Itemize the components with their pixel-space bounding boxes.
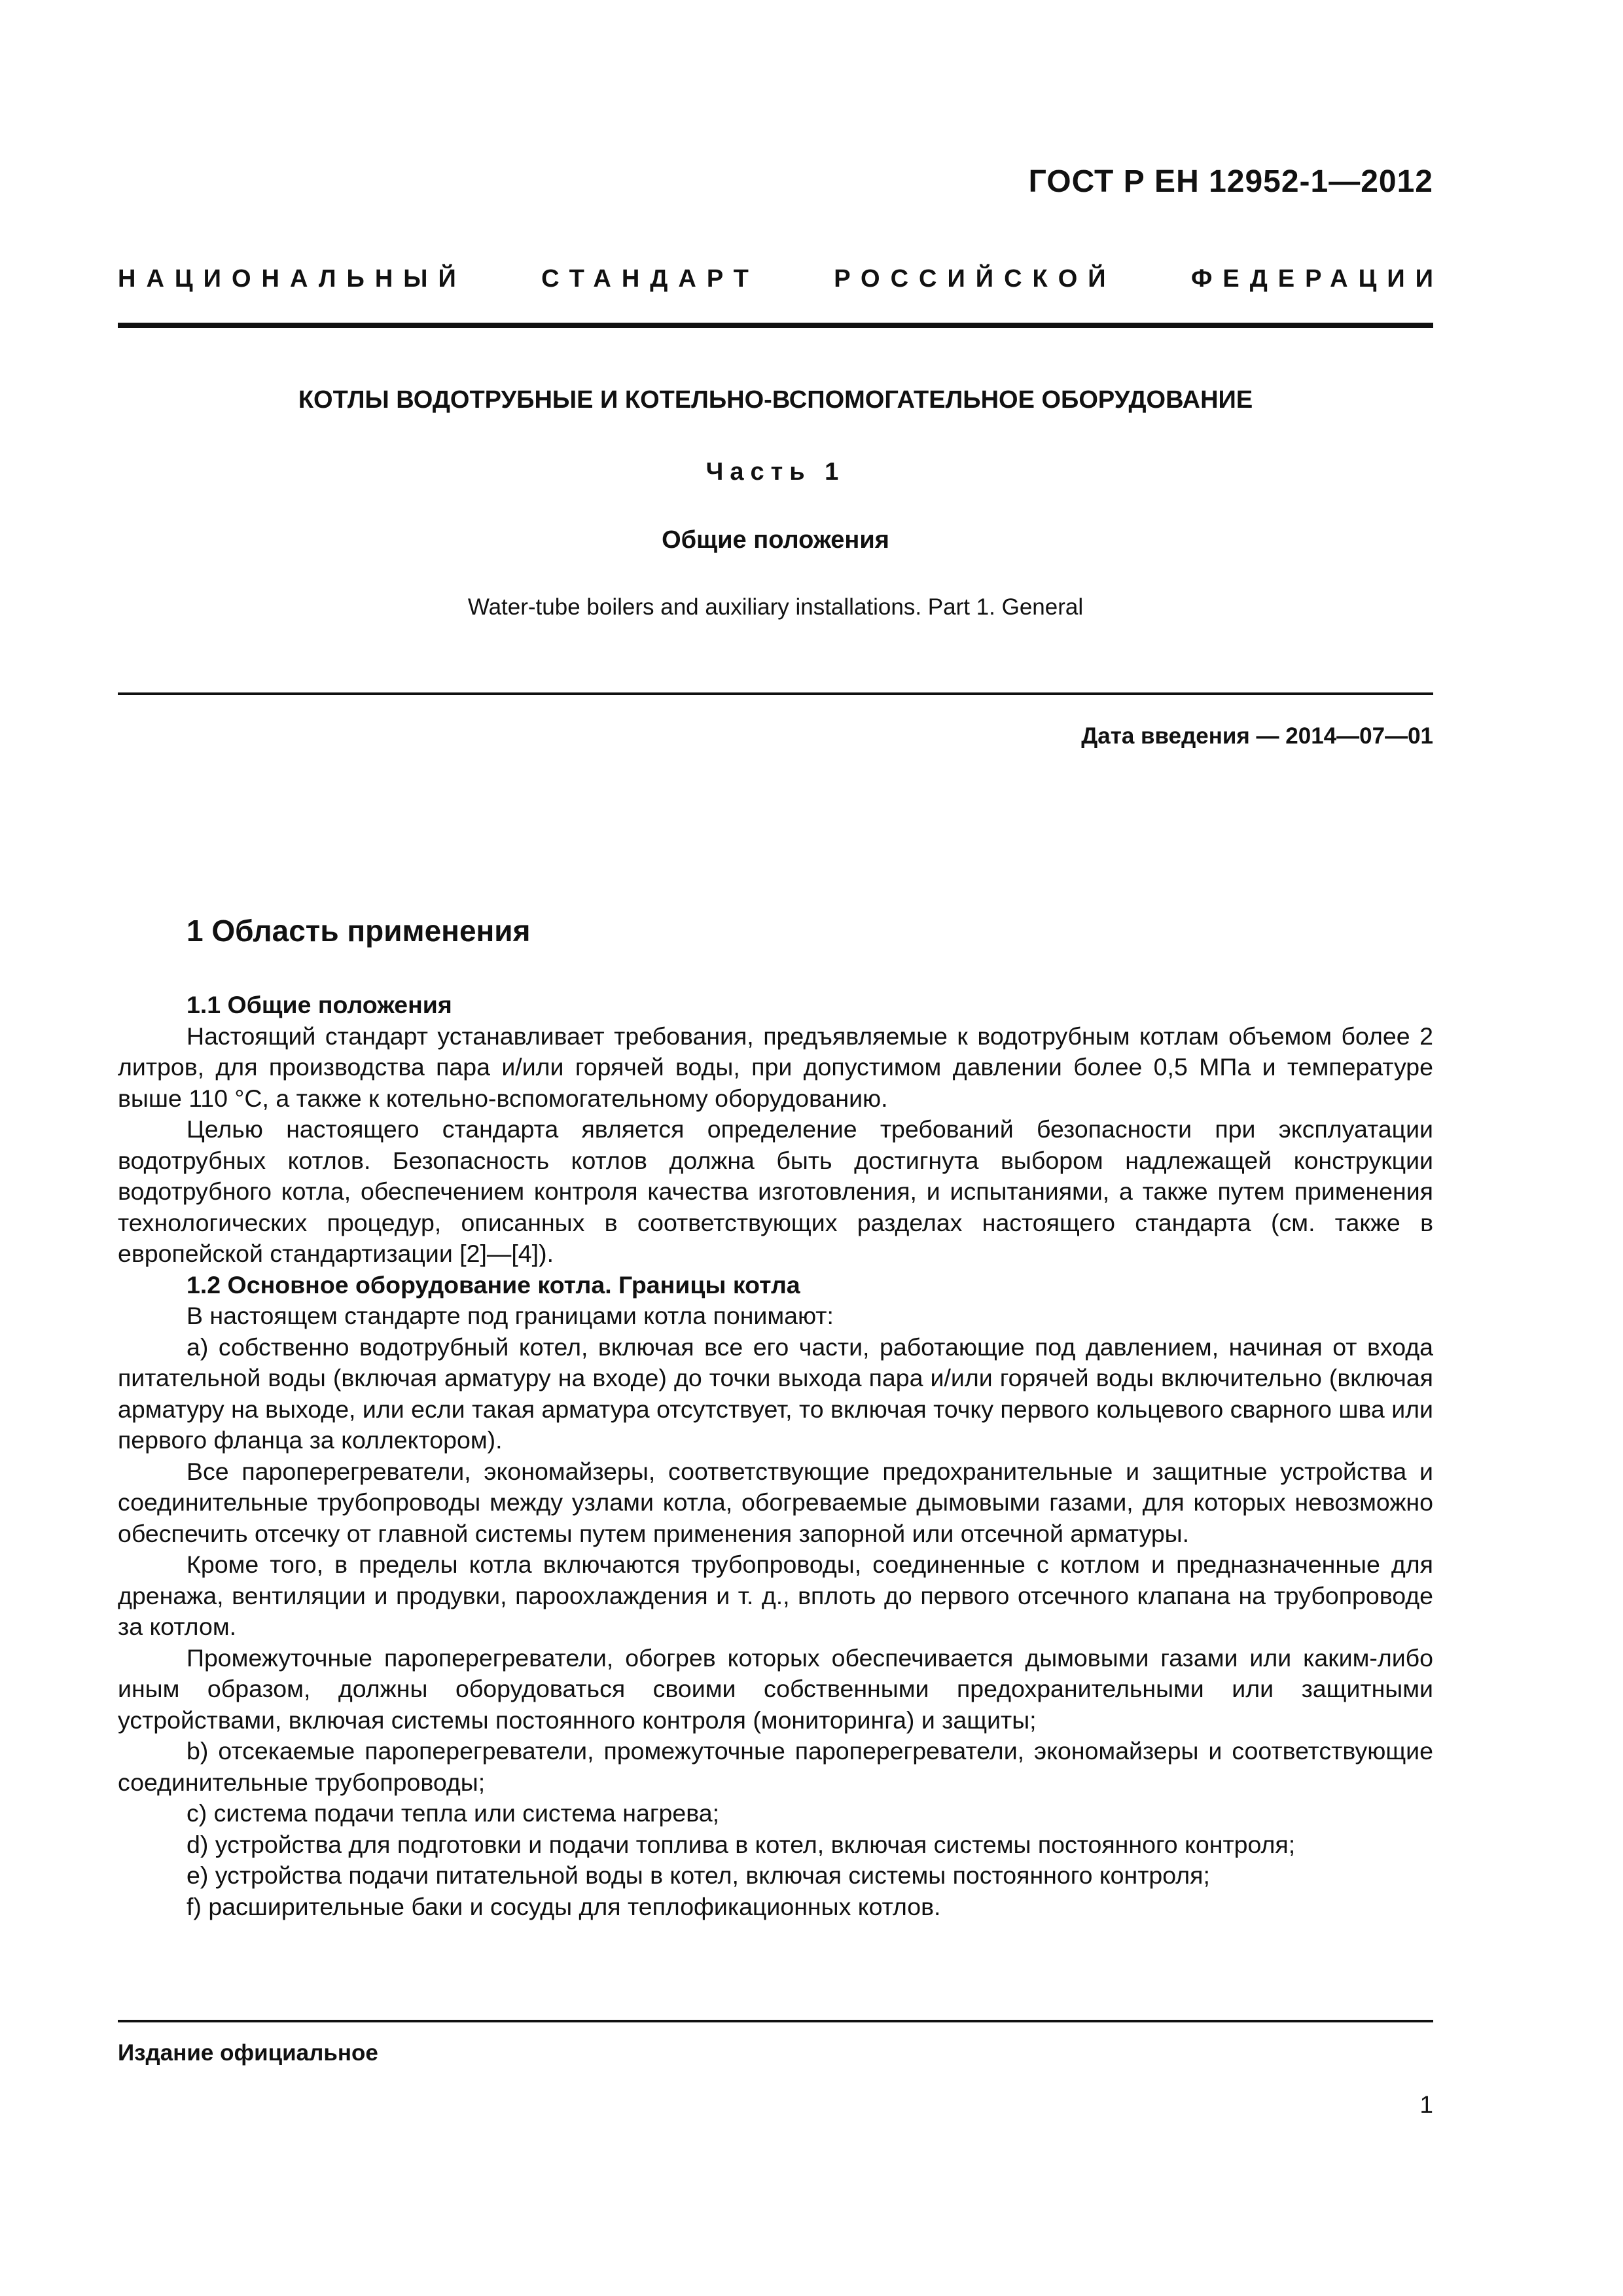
paragraph: Все пароперегреватели, экономайзеры, соответствующие предохранительные и защитные устройства и соединительные трубопроводы между узлами котла, обогреваемые дымовыми газами, для которых невозможно обеспечить отсечку от главной системы путем применения запорной или отсечной арматуры. xyxy=(118,1457,1433,1547)
document-number: ГОСТ Р ЕН 12952-1—2012 xyxy=(1028,164,1433,199)
document-subtitle: Общие положения xyxy=(662,526,889,554)
paragraph: Кроме того, в пределы котла включаются трубопроводы, соединенные с котлом и предназначенные для дренажа, вентиляции и продувки, пароохлаждения и т. д., вплоть до первого отсечного клапана на трубопроводе за котлом. xyxy=(118,1551,1433,1640)
english-title: Water-tube boilers and auxiliary installations. Part 1. General xyxy=(467,594,1084,620)
list-item: d) устройства для подготовки и подачи топлива в котел, включая системы постоянного контроля; xyxy=(187,1830,1296,1858)
national-standard-banner xyxy=(118,265,1444,293)
title-divider xyxy=(118,692,1433,695)
list-item: е) устройства подачи питательной воды в котел, включая системы постоянного контроля; xyxy=(187,1861,1210,1889)
list-item: с) система подачи тепла или система нагрева; xyxy=(187,1799,720,1827)
banner-word: НАЦИОНАЛЬНЫЙ xyxy=(118,265,467,293)
section-body xyxy=(118,990,1433,1922)
list-item: f) расширительные баки и сосуды для теплофикационных котлов. xyxy=(187,1892,941,1920)
paragraph: Промежуточные пароперегреватели, обогрев которых обеспечивается дымовыми газами или каким-либо иным образом, должны оборудоваться своими собственными предохранительными или защитными устройствами, включая системы постоянного контроля (мониторинга) и защиты; xyxy=(118,1643,1433,1734)
footer-divider xyxy=(118,2020,1433,2022)
subsection-heading-1-1: 1.1 Общие положения xyxy=(187,991,452,1018)
edition-label: Издание официальное xyxy=(118,2040,378,2066)
banner-word: РОССИЙСКОЙ xyxy=(834,265,1116,293)
banner-word: СТАНДАРТ xyxy=(541,265,759,293)
section-heading: 1 Область применения xyxy=(187,914,531,948)
introduction-date: Дата введения — 2014—07—01 xyxy=(1081,723,1433,749)
header-divider-thick xyxy=(118,323,1433,328)
paragraph: Целью настоящего стандарта является определение требований безопасности при эксплуатации водотрубных котлов. Безопасность котлов должна быть достигнута выбором надлежащей конструкции водотрубного котла, обеспечением контроля качества изготовления, и испытаниями, а также путем применения технологических процедур, описанных в соответствующих разделах настоящего стандарта (см. также в европейской стандартизации [2]—[4]). xyxy=(118,1115,1433,1267)
paragraph: Настоящий стандарт устанавливает требования, предъявляемые к водотрубным котлам объемом более 2 литров, для производства пара и/или горячей воды, при допустимом давлении более 0,5 МПа и температуре выше 110 °С, а также к котельно-вспомогательному оборудованию. xyxy=(118,1022,1433,1112)
document-title: КОТЛЫ ВОДОТРУБНЫЕ И КОТЕЛЬНО-ВСПОМОГАТЕЛЬНОЕ ОБОРУДОВАНИЕ xyxy=(298,386,1253,414)
banner-word: ФЕДЕРАЦИИ xyxy=(1190,265,1444,293)
list-item: b) отсекаемые пароперегреватели, промежуточные пароперегреватели, экономайзеры и соответствующие соединительные трубопроводы; xyxy=(118,1737,1433,1796)
subsection-heading-1-2: 1.2 Основное оборудование котла. Границы котла xyxy=(187,1270,800,1299)
list-item: а) собственно водотрубный котел, включая все его части, работающие под давлением, начиная от входа питательной воды (включая арматуру на входе) до точки выхода пара и/или горячей воды включительно (включая арматуру на выходе, или если такая арматура отсутствует, то включая точку первого кольцевого сварного шва или первого фланца за коллектором). xyxy=(118,1333,1433,1454)
part-label: Часть 1 xyxy=(705,458,846,486)
paragraph: В настоящем стандарте под границами котла понимают: xyxy=(187,1302,834,1329)
page-number: 1 xyxy=(1419,2091,1433,2118)
